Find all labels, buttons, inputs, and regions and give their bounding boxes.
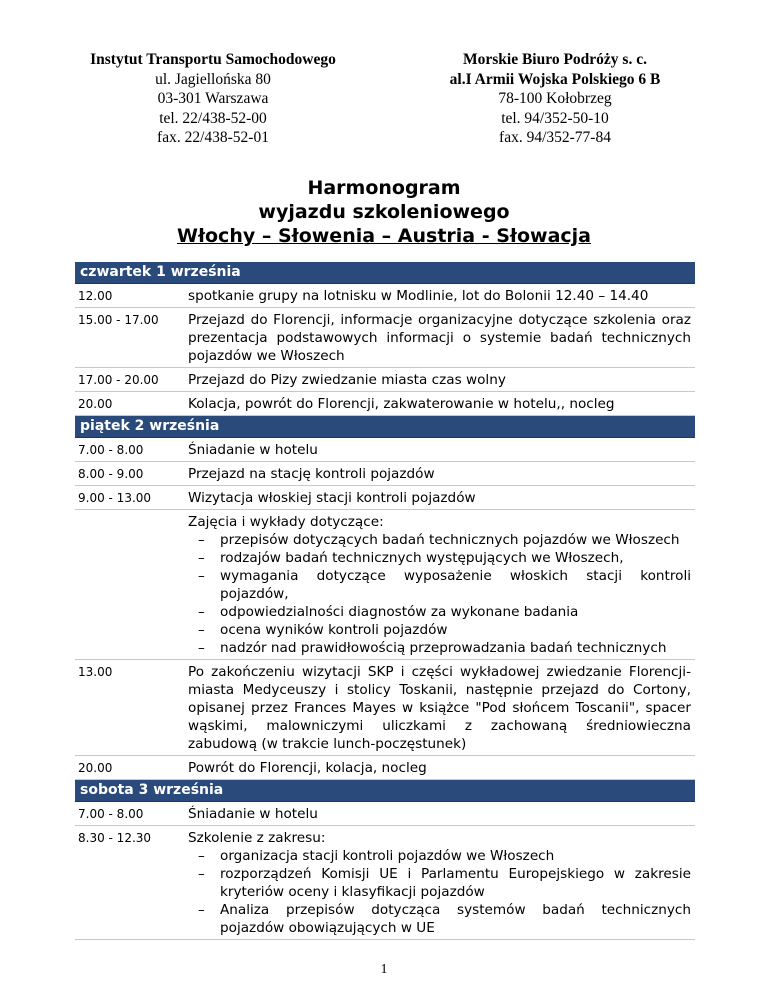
- schedule-row: [75, 510, 695, 660]
- schedule-row: [75, 802, 695, 826]
- address-line: ul. Jagiellońska 80: [155, 70, 271, 88]
- title-line-3: Włochy – Słowenia – Austria - Słowacja: [177, 225, 591, 247]
- schedule-row: [75, 308, 695, 368]
- bullet-list: [188, 847, 691, 937]
- title-line-1: Harmonogram: [307, 177, 461, 199]
- schedule-row: [75, 756, 695, 780]
- row-description: [188, 513, 695, 657]
- row-description: [188, 395, 695, 413]
- page-number: 1: [380, 962, 388, 977]
- schedule-row: [75, 284, 695, 308]
- day-header: sobota 3 września: [75, 780, 695, 802]
- row-time: 20.00: [78, 397, 113, 411]
- address-line: 03-301 Warszawa: [157, 90, 269, 107]
- bullet-item: – przepisów dotyczących badań technicznych pojazdów we Włoszech: [188, 531, 691, 549]
- phone-line: tel. 94/352-50-10: [501, 109, 609, 127]
- row-description: [188, 805, 695, 823]
- header-left-address: [63, 50, 363, 148]
- row-time: 8.00 - 9.00: [78, 467, 144, 481]
- row-description: [188, 441, 695, 459]
- row-text: Przejazd do Florencji, informacje organizacyjne dotyczące szkolenia oraz prezentacja podstawowych informacji o systemie badań technicznych pojazdów we Włoszech: [188, 312, 691, 364]
- row-text: Kolacja, powrót do Florencji, zakwaterowanie w hotelu,, nocleg: [188, 396, 615, 412]
- fax-line: fax. 22/438-52-01: [157, 129, 269, 146]
- row-description: [188, 465, 695, 483]
- row-text: Powrót do Florencji, kolacja, nocleg: [188, 760, 427, 776]
- row-time: 7.00 - 8.00: [78, 807, 144, 821]
- agency-street: al.I Armii Wojska Polskiego 6 B: [449, 70, 661, 88]
- bullet-item: – Analiza przepisów dotycząca systemów badań technicznych pojazdów obowiązujących w UE: [188, 901, 691, 937]
- bullet-item: – wymagania dotyczące wyposażenie włoskich stacji kontroli pojazdów,: [188, 567, 691, 603]
- bullet-item: – ocena wyników kontroli pojazdów: [188, 621, 691, 639]
- address-line: 78-100 Kołobrzeg: [498, 90, 612, 107]
- agency-name: Morskie Biuro Podróży s. c.: [463, 51, 647, 68]
- row-time: 20.00: [78, 761, 113, 775]
- header-right-address: [405, 50, 705, 148]
- phone-line: tel. 22/438-52-00: [159, 109, 267, 127]
- row-description: [188, 371, 695, 389]
- row-time: 8.30 - 12.30: [78, 831, 152, 845]
- row-text: Przejazd do Pizy zwiedzanie miasta czas wolny: [188, 372, 506, 388]
- schedule-row: [75, 660, 695, 756]
- bullet-list: [188, 531, 691, 657]
- schedule-row: [75, 438, 695, 462]
- schedule-row: [75, 826, 695, 940]
- row-description: [188, 663, 695, 753]
- schedule-table: [75, 262, 695, 940]
- row-text: Wizytacja włoskiej stacji kontroli pojazdów: [188, 490, 476, 506]
- fax-line: fax. 94/352-77-84: [499, 129, 611, 146]
- row-text: Po zakończeniu wizytacji SKP i części wykładowej zwiedzanie Florencji- miasta Medyceuszy i stolicy Toskanii, następnie przejazd do Cortony, opisanej przez Frances Mayes w książce "Pod słońcem Toscanii", spacer wąskimi, malowniczymi uliczkami z zachowaną średniowieczna zabudową (w trakcie lunch-poczęstunek): [188, 664, 691, 752]
- row-time: 13.00: [78, 665, 113, 679]
- institute-name: Instytut Transportu Samochodowego: [90, 51, 336, 68]
- schedule-row: [75, 392, 695, 416]
- document-title: [0, 176, 768, 248]
- bullet-item: – rodzajów badań technicznych występujących we Włoszech,: [188, 549, 691, 567]
- row-time: 9.00 - 13.00: [78, 491, 152, 505]
- bullet-item: – organizacja stacji kontroli pojazdów we Włoszech: [188, 847, 691, 865]
- row-time: 12.00: [78, 289, 113, 303]
- row-description: [188, 829, 695, 937]
- row-text: Śniadanie w hotelu: [188, 806, 318, 822]
- bullet-item: – rozporządzeń Komisji UE i Parlamentu Europejskiego w zakresie kryteriów oceny i klasyfikacji pojazdów: [188, 865, 691, 901]
- schedule-row: [75, 462, 695, 486]
- row-text: spotkanie grupy na lotnisku w Modlinie, lot do Bolonii 12.40 – 14.40: [188, 288, 649, 304]
- title-line-2: wyjazdu szkoleniowego: [258, 201, 510, 223]
- row-description: [188, 759, 695, 777]
- bullet-item: – nadzór nad prawidłowością przeprowadzania badań technicznych: [188, 639, 691, 657]
- row-time: 17.00 - 20.00: [78, 373, 159, 387]
- row-description: [188, 489, 695, 507]
- row-time: 15.00 - 17.00: [78, 313, 159, 327]
- schedule-row: [75, 368, 695, 392]
- row-time: [75, 513, 188, 657]
- row-text: Przejazd na stację kontroli pojazdów: [188, 466, 435, 482]
- row-description: [188, 311, 695, 365]
- row-text: Śniadanie w hotelu: [188, 442, 318, 458]
- row-text: Zajęcia i wykłady dotyczące:: [188, 514, 384, 530]
- day-header: czwartek 1 września: [75, 262, 695, 284]
- row-text: Szkolenie z zakresu:: [188, 830, 326, 846]
- bullet-item: – odpowiedzialności diagnostów za wykonane badania: [188, 603, 691, 621]
- row-time: 7.00 - 8.00: [78, 443, 144, 457]
- schedule-row: [75, 486, 695, 510]
- day-header: piątek 2 września: [75, 416, 695, 438]
- row-description: [188, 287, 695, 305]
